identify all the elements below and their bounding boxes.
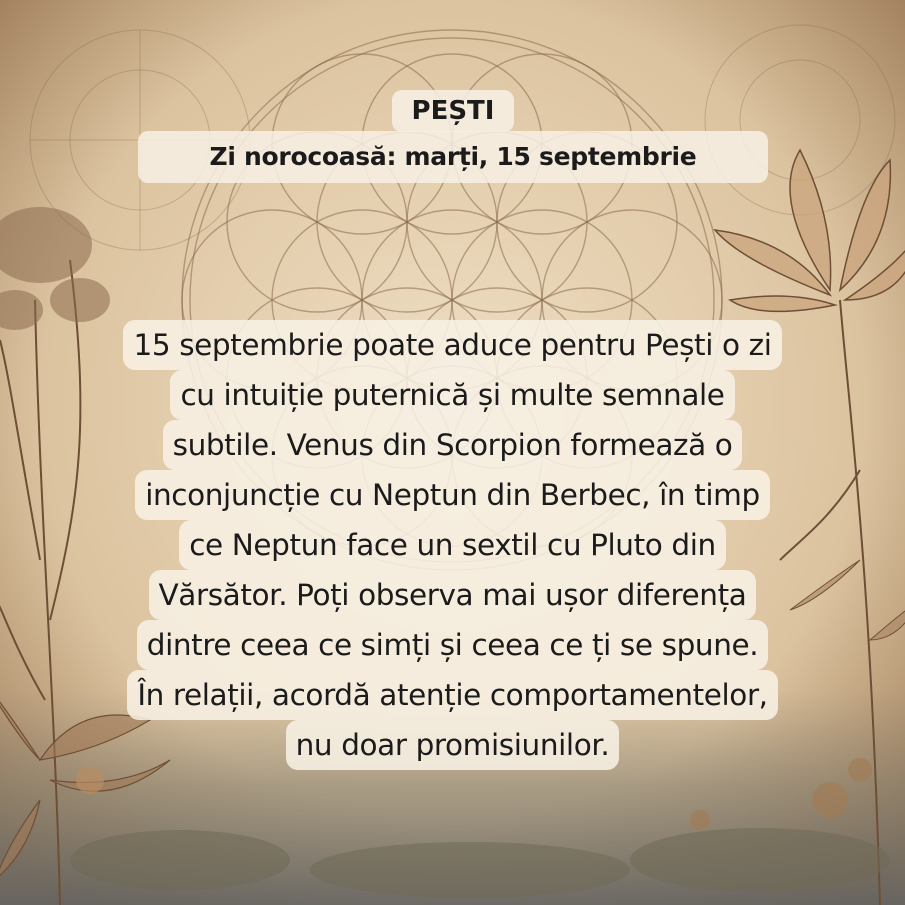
horoscope-line: dintre ceea ce simți și ceea ce ți se spune. [137, 620, 768, 670]
horoscope-line: În relații, acordă atenție comportamentelor, [127, 670, 777, 720]
horoscope-text [36, 320, 869, 770]
horoscope-line: Vărsător. Poți observa mai ușor diferența [149, 570, 757, 620]
horoscope-line: nu doar promisiunilor. [286, 720, 620, 770]
horoscope-line: subtile. Venus din Scorpion formează o [163, 420, 743, 470]
horoscope-line: inconjuncție cu Neptun din Berbec, în timp [135, 470, 770, 520]
horoscope-line: cu intuiție puternică și multe semnale [170, 370, 734, 420]
lucky-day-label: Zi norocoasă: marți, 15 septembrie [138, 131, 768, 183]
horoscope-line: 15 septembrie poate aduce pentru Pești o zi [123, 320, 781, 370]
sign-title: PEȘTI [392, 90, 514, 132]
horoscope-line: ce Neptun face un sextil cu Pluto din [179, 520, 726, 570]
